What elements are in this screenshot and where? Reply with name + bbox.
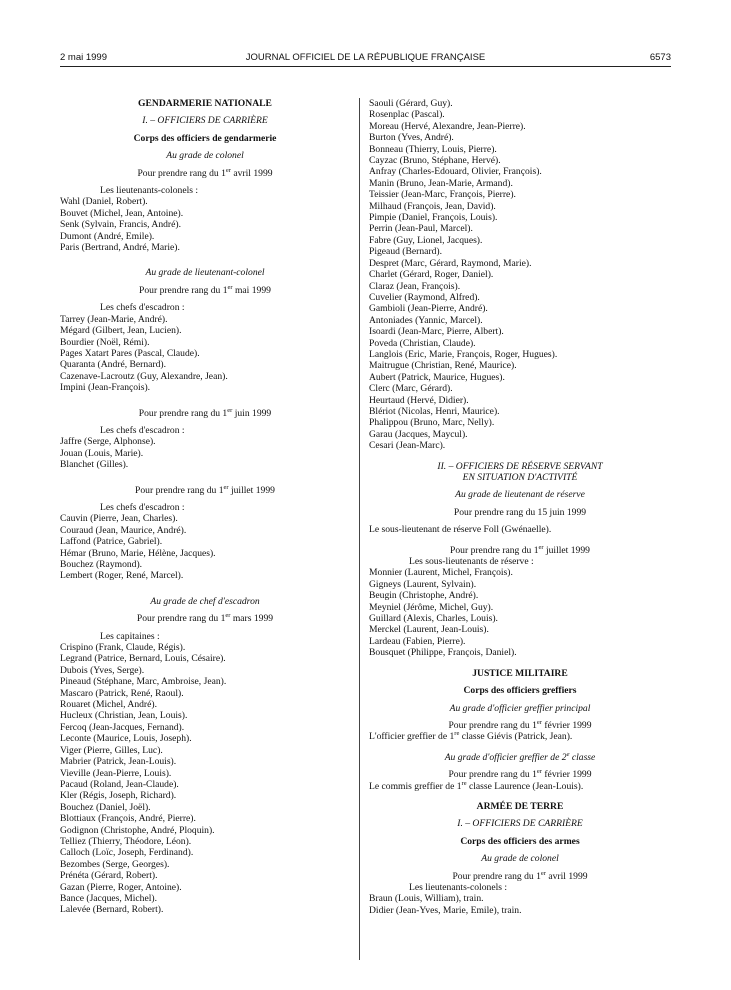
- name-entry: Pacaud (Roland, Jean-Claude).: [60, 778, 179, 790]
- name-entry: Prénéta (Gérard, Robert).: [60, 870, 158, 882]
- name-entry: Braun (Louis, William), train.: [369, 893, 484, 905]
- rank-date: Pour prendre rang du 1er mars 1999: [136, 612, 274, 625]
- name-list: [60, 436, 350, 470]
- section-subtitle: I. – OFFICIERS DE CARRIÈRE: [457, 818, 583, 830]
- section-title: JUSTICE MILITAIRE: [472, 667, 568, 679]
- rank-date: Pour prendre rang du 1er juillet 1999: [450, 543, 590, 556]
- name-entry: Meyniel (Jérôme, Michel, Guy).: [369, 601, 494, 613]
- grade-heading: Au grade de colonel: [481, 853, 559, 865]
- name-entry: Poveda (Christian, Claude).: [369, 337, 476, 349]
- name-entry: Legrand (Patrice, Bernard, Louis, Césaire).: [60, 653, 226, 665]
- name-list: [60, 196, 350, 253]
- name-entry: Heurtaud (Hervé, Didier).: [369, 394, 469, 406]
- rank-date: Pour prendre rang du 1er juillet 1999: [135, 483, 275, 496]
- name-entry: Vieville (Jean-Pierre, Louis).: [60, 767, 172, 779]
- header-rule: [60, 66, 671, 67]
- name-entry: Isoardi (Jean-Marc, Pierre, Albert).: [369, 326, 504, 338]
- rank-date: Pour prendre rang du 1er février 1999: [448, 718, 592, 731]
- name-entry: Godignon (Christophe, André, Ploquin).: [60, 824, 215, 836]
- name-entry: Antoniades (Yannic, Marcel).: [369, 314, 483, 326]
- name-list: [369, 98, 671, 452]
- corps-heading: Corps des officiers greffiers: [463, 685, 577, 697]
- rank-date: Pour prendre rang du 15 juin 1999: [453, 506, 587, 518]
- name-entry: Manin (Bruno, Jean-Marie, Armand).: [369, 177, 513, 189]
- name-entry: Jouan (Louis, Marie).: [60, 447, 144, 459]
- name-list: [60, 314, 350, 394]
- name-entry: Couraud (Jean, Maurice, André).: [60, 524, 187, 536]
- name-entry: Dubois (Yves, Serge).: [60, 664, 145, 676]
- name-entry: Cayzac (Bruno, Stéphane, Hervé).: [369, 155, 501, 167]
- name-entry: Lardeau (Fabien, Pierre).: [369, 635, 466, 647]
- name-entry: Teissier (Jean-Marc, François, Pierre).: [369, 189, 516, 201]
- grade-heading: Au grade de chef d'escadron: [150, 595, 260, 607]
- corps-heading: Corps des officiers des armes: [460, 835, 580, 847]
- name-entry: Rouaret (Michel, André).: [60, 699, 157, 711]
- grade-heading: Au grade de lieutenant de réserve: [455, 489, 585, 501]
- name-entry: Didier (Jean-Yves, Marie, Emile), train.: [369, 904, 522, 916]
- grade-heading: Au grade d'officier greffier de 2e classe: [444, 750, 596, 763]
- name-entry: Beugin (Christophe, André).: [369, 590, 479, 602]
- promotion-line: L'officier greffier de 1re classe Giévis (Patrick, Jean).: [369, 730, 573, 743]
- name-entry: Burton (Yves, André).: [369, 132, 454, 144]
- name-entry: Fabre (Guy, Lionel, Jacques).: [369, 234, 483, 246]
- name-entry: Milhaud (François, Jean, David).: [369, 200, 496, 212]
- corps-heading: Corps des officiers de gendarmerie: [133, 132, 277, 144]
- name-entry: Quaranta (André, Bernard).: [60, 359, 167, 371]
- name-entry: Bezombes (Serge, Georges).: [60, 858, 170, 870]
- name-entry: Maitrugue (Christian, René, Maurice).: [369, 360, 517, 372]
- list-intro: Les chefs d'escadron :: [100, 501, 185, 513]
- name-entry: Gigneys (Laurent, Sylvain).: [369, 578, 477, 590]
- name-entry: Dumont (André, Emile).: [60, 230, 155, 242]
- name-entry: Senk (Sylvain, Francis, André).: [60, 219, 181, 231]
- name-entry: Hémar (Bruno, Marie, Hélène, Jacques).: [60, 547, 216, 559]
- name-entry: Blanchet (Gilles).: [60, 459, 129, 471]
- rank-date: Pour prendre rang du 1er février 1999: [448, 767, 592, 781]
- rank-date: Pour prendre rang du 1er juin 1999: [138, 406, 272, 419]
- name-list: [60, 513, 350, 581]
- header-journal-title: JOURNAL OFFICIEL DE LA RÉPUBLIQUE FRANÇAISE: [245, 52, 486, 63]
- rank-date: Pour prendre rang du 1er avril 1999: [137, 166, 273, 179]
- section-subtitle: EN SITUATION D'ACTIVITÉ: [462, 472, 578, 483]
- name-entry: Hucleux (Christian, Jean, Louis).: [60, 710, 188, 722]
- name-entry: Garau (Jacques, Maycul).: [369, 428, 468, 440]
- name-entry: Bonneau (Thierry, Louis, Pierre).: [369, 143, 497, 155]
- section-title: ARMÉE DE TERRE: [476, 800, 564, 812]
- name-entry: Kler (Régis, Joseph, Richard).: [60, 790, 177, 802]
- name-entry: Pages Xatart Pares (Pascal, Claude).: [60, 347, 200, 359]
- name-entry: Guillard (Alexis, Charles, Louis).: [369, 613, 498, 625]
- section-title: GENDARMERIE NATIONALE: [138, 98, 272, 109]
- name-entry: Cazenave-Lacroutz (Guy, Alexandre, Jean).: [60, 370, 228, 382]
- right-column: [369, 98, 671, 916]
- name-entry: Jaffre (Serge, Alphonse).: [60, 436, 156, 448]
- name-entry: Bouchez (Daniel, Joël).: [60, 801, 151, 813]
- name-entry: Cuvelier (Raymond, Alfred).: [369, 291, 480, 303]
- name-entry: Calloch (Loïc, Joseph, Ferdinand).: [60, 847, 194, 859]
- name-entry: Wahl (Daniel, Robert).: [60, 196, 148, 208]
- name-entry: Blériot (Nicolas, Henri, Maurice).: [369, 405, 500, 417]
- name-entry: Mabrier (Patrick, Jean-Louis).: [60, 756, 177, 768]
- name-entry: Crispino (Frank, Claude, Régis).: [60, 642, 186, 654]
- name-entry: Tarrey (Jean-Marie, André).: [60, 313, 168, 325]
- name-entry: Pimpie (Daniel, François, Louis).: [369, 212, 498, 224]
- list-intro: Les capitaines :: [100, 630, 160, 642]
- section-subtitle: I. – OFFICIERS DE CARRIÈRE: [142, 115, 268, 127]
- column-divider: [359, 98, 360, 960]
- rank-date: Pour prendre rang du 1er mai 1999: [139, 283, 271, 296]
- promotion-line: Le commis greffier de 1re classe Laurence (Jean-Louis).: [369, 779, 584, 792]
- name-entry: Perrin (Jean-Paul, Marcel).: [369, 223, 473, 235]
- name-entry: Lembert (Roger, René, Marcel).: [60, 570, 184, 582]
- name-entry: Pigeaud (Bernard).: [369, 246, 442, 258]
- name-entry: Gazan (Pierre, Roger, Antoine).: [60, 881, 182, 893]
- list-intro: Les sous-lieutenants de réserve :: [409, 556, 534, 568]
- name-entry: Lalevée (Bernard, Robert).: [60, 904, 164, 916]
- promotion-line: Le sous-lieutenant de réserve Foll (Gwénaelle).: [369, 524, 552, 536]
- name-entry: Bance (Jacques, Michel).: [60, 892, 157, 904]
- name-entry: Bouchez (Raymond).: [60, 559, 143, 570]
- name-entry: Blottiaux (François, André, Pierre).: [60, 813, 196, 825]
- left-column: [60, 98, 350, 916]
- name-entry: Merckel (Laurent, Jean-Louis).: [369, 624, 489, 636]
- name-entry: Bousquet (Philippe, François, Daniel).: [369, 647, 517, 659]
- name-entry: Anfray (Charles-Edouard, Olivier, François).: [369, 166, 542, 178]
- name-entry: Claraz (Jean, François).: [369, 280, 461, 292]
- name-entry: Rosenplac (Pascal).: [369, 109, 445, 121]
- header-date: 2 mai 1999: [60, 52, 108, 63]
- grade-heading: Au grade de lieutenant-colonel: [145, 267, 265, 279]
- name-entry: Gambioli (Jean-Pierre, André).: [369, 303, 488, 315]
- name-entry: Saouli (Gérard, Guy).: [369, 98, 453, 109]
- name-list: [369, 567, 671, 658]
- header-page-number: 6573: [649, 52, 671, 63]
- name-entry: Mégard (Gilbert, Jean, Lucien).: [60, 325, 182, 337]
- name-entry: Fercoq (Jean-Jacques, Fernand).: [60, 721, 185, 733]
- name-entry: Clerc (Marc, Gérard).: [369, 383, 453, 395]
- name-entry: Bourdier (Noël, Rémi).: [60, 336, 150, 348]
- name-entry: Laffond (Patrice, Gabriel).: [60, 536, 163, 548]
- name-entry: Pineaud (Stéphane, Marc, Ambroise, Jean).: [60, 676, 227, 688]
- name-entry: Cauvin (Pierre, Jean, Charles).: [60, 513, 178, 525]
- name-entry: Mascaro (Patrick, René, Raoul).: [60, 687, 184, 699]
- list-intro: Les lieutenants-colonels :: [409, 881, 508, 893]
- name-entry: Langlois (Eric, Marie, François, Roger, Hugues).: [369, 348, 558, 360]
- name-entry: Cesari (Jean-Marc).: [369, 440, 446, 452]
- grade-heading: Au grade de colonel: [166, 150, 244, 162]
- rank-date: Pour prendre rang du 1er avril 1999: [452, 869, 588, 882]
- name-entry: Phalippou (Bruno, Marc, Nelly).: [369, 417, 495, 429]
- list-intro: Les chefs d'escadron :: [100, 302, 185, 314]
- name-entry: Charlet (Gérard, Roger, Daniel).: [369, 269, 494, 281]
- name-entry: Telliez (Thierry, Théodore, Léon).: [60, 835, 192, 847]
- section-subtitle: II. – OFFICIERS DE RÉSERVE SERVANT: [437, 460, 603, 472]
- name-entry: Impini (Jean-François).: [60, 382, 151, 394]
- name-entry: Moreau (Hervé, Alexandre, Jean-Pierre).: [369, 120, 526, 132]
- name-entry: Bouvet (Michel, Jean, Antoine).: [60, 207, 184, 219]
- list-intro: Les lieutenants-colonels :: [100, 185, 199, 197]
- name-entry: Leconte (Maurice, Louis, Joseph).: [60, 733, 192, 745]
- name-entry: Viger (Pierre, Gilles, Luc).: [60, 744, 163, 756]
- name-entry: Paris (Bertrand, André, Marie).: [60, 242, 180, 254]
- name-list: [60, 642, 350, 916]
- name-entry: Despret (Marc, Gérard, Raymond, Marie).: [369, 257, 532, 269]
- name-entry: Aubert (Patrick, Maurice, Hugues).: [369, 371, 505, 383]
- name-entry: Monnier (Laurent, Michel, François).: [369, 567, 513, 579]
- grade-heading: Au grade d'officier greffier principal: [449, 702, 591, 714]
- name-list: [369, 893, 671, 916]
- list-intro: Les chefs d'escadron :: [100, 424, 185, 436]
